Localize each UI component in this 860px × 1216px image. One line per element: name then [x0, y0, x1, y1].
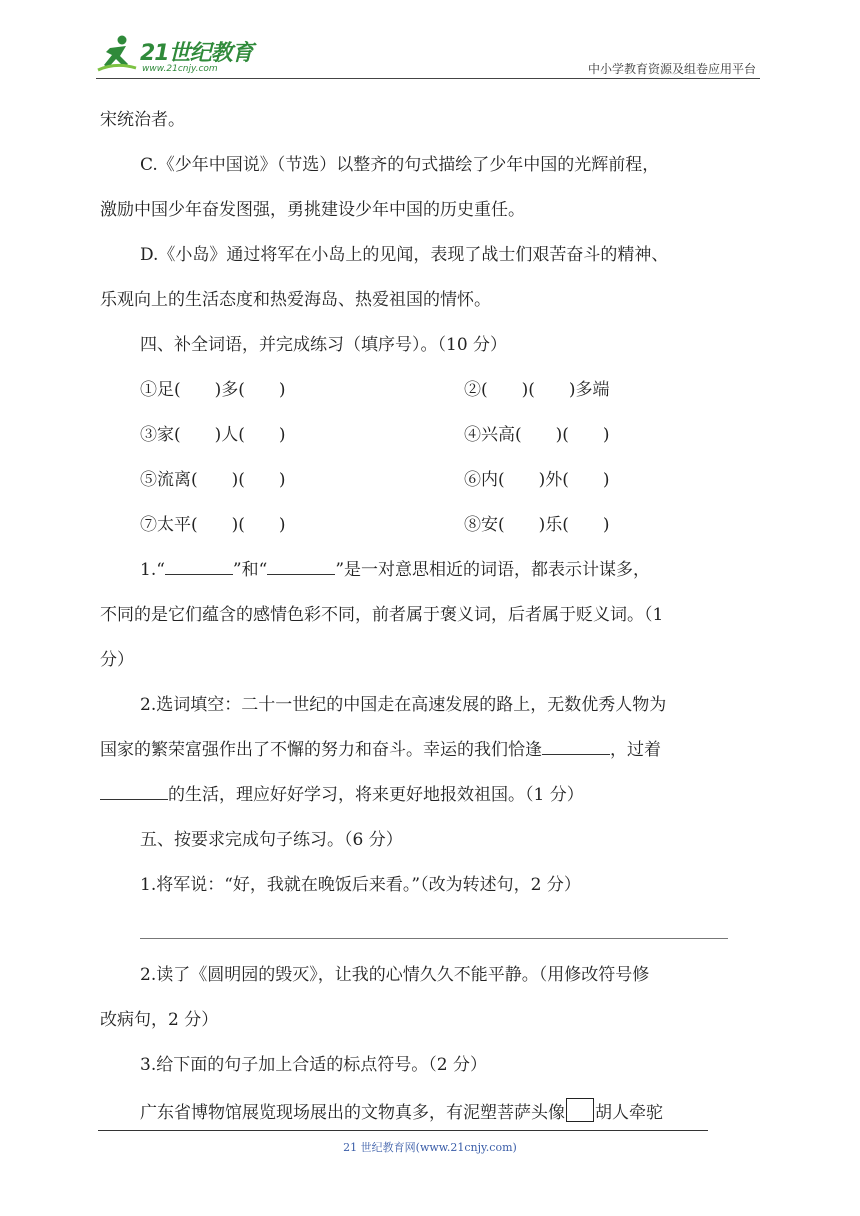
option-d-line1: D.《小岛》通过将军在小岛上的见闻，表现了战士们艰苦奋斗的精神、: [140, 245, 669, 265]
question-2-line2: [100, 738, 661, 762]
answer-line[interactable]: [140, 938, 728, 939]
section5-item-2-line1: 2.读了《圆明园的毁灭》，让我的心情久久不能平静。（用修改符号修: [140, 965, 650, 985]
site-logo[interactable]: [96, 34, 266, 78]
question-2-line3: [100, 783, 584, 807]
section5-item-2-line2: 改病句，2 分）: [100, 1010, 219, 1030]
question-1-line3: 分）: [100, 650, 134, 670]
option-d-line2: 乐观向上的生活态度和热爱海岛、热爱祖国的情怀。: [100, 290, 491, 310]
word-item-7[interactable]: ⑦太平( )( ): [140, 515, 286, 535]
word-item-1[interactable]: ①足( )多( ): [140, 380, 286, 400]
word-item-8[interactable]: ⑧安( )乐( ): [464, 515, 610, 535]
runner-icon: [96, 34, 140, 74]
footer-divider: [98, 1130, 708, 1131]
word-item-6[interactable]: ⑥内( )外( ): [464, 470, 610, 490]
word-item-3[interactable]: ③家( )人( ): [140, 425, 286, 445]
q2-blank-2[interactable]: [100, 783, 168, 800]
page-footer[interactable]: 21 世纪教育网(www.21cnjy.com): [343, 1141, 517, 1154]
header-divider: [96, 78, 760, 79]
page-header: [96, 30, 760, 78]
sentence-text-a: 广东省博物馆展览现场展出的文物真多，有泥塑菩萨头像: [140, 1103, 565, 1123]
section5-item-1: 1.将军说：“好，我就在晚饭后来看。”（改为转述句，2 分）: [140, 875, 581, 895]
logo-url: www.21cnjy.com: [142, 64, 218, 74]
section5-item-3-sentence: [140, 1098, 663, 1125]
q1-text-a: 1.“: [140, 560, 165, 580]
q2-text-b: ，过着: [610, 740, 661, 760]
option-c-line2: 激励中国少年奋发图强，勇挑建设少年中国的历史重任。: [100, 200, 525, 220]
word-item-5[interactable]: ⑤流离( )( ): [140, 470, 286, 490]
q1-blank-1[interactable]: [165, 558, 233, 575]
question-1-line1: [140, 558, 650, 582]
question-2-line1: 2.选词填空：二十一世纪的中国走在高速发展的路上，无数优秀人物为: [140, 695, 667, 715]
q1-text-c: ”是一对意思相近的词语，都表示计谋多，: [335, 560, 651, 580]
text-line: 宋统治者。: [100, 110, 185, 130]
q1-text-b: ”和“: [232, 560, 268, 580]
section5-item-3: 3.给下面的句子加上合适的标点符号。（2 分）: [140, 1055, 487, 1075]
sentence-text-b: 胡人牵驼: [595, 1103, 663, 1123]
q2-text-c: 的生活，理应好好学习，将来更好地报效祖国。（1 分）: [168, 785, 584, 805]
header-platform-text: 中小学教育资源及组卷应用平台: [587, 62, 756, 76]
q2-text-a: 国家的繁荣富强作出了不懈的努力和奋斗。幸运的我们恰逢: [100, 740, 542, 760]
section-five-title: 五、按要求完成句子练习。（6 分）: [140, 830, 403, 850]
section-four-title: 四、补全词语，并完成练习（填序号）。（10 分）: [140, 335, 508, 355]
q1-blank-2[interactable]: [267, 558, 335, 575]
word-item-2[interactable]: ②( )( )多端: [464, 380, 610, 400]
logo-text: 21世纪教育: [140, 41, 253, 66]
question-1-line2: 不同的是它们蕴含的感情色彩不同，前者属于褒义词，后者属于贬义词。（1: [100, 605, 664, 625]
word-item-4[interactable]: ④兴高( )( ): [464, 425, 610, 445]
punctuation-box[interactable]: [566, 1098, 594, 1122]
q2-blank-1[interactable]: [542, 738, 610, 755]
option-c-line1: C.《少年中国说》（节选）以整齐的句式描绘了少年中国的光辉前程，: [140, 155, 660, 175]
